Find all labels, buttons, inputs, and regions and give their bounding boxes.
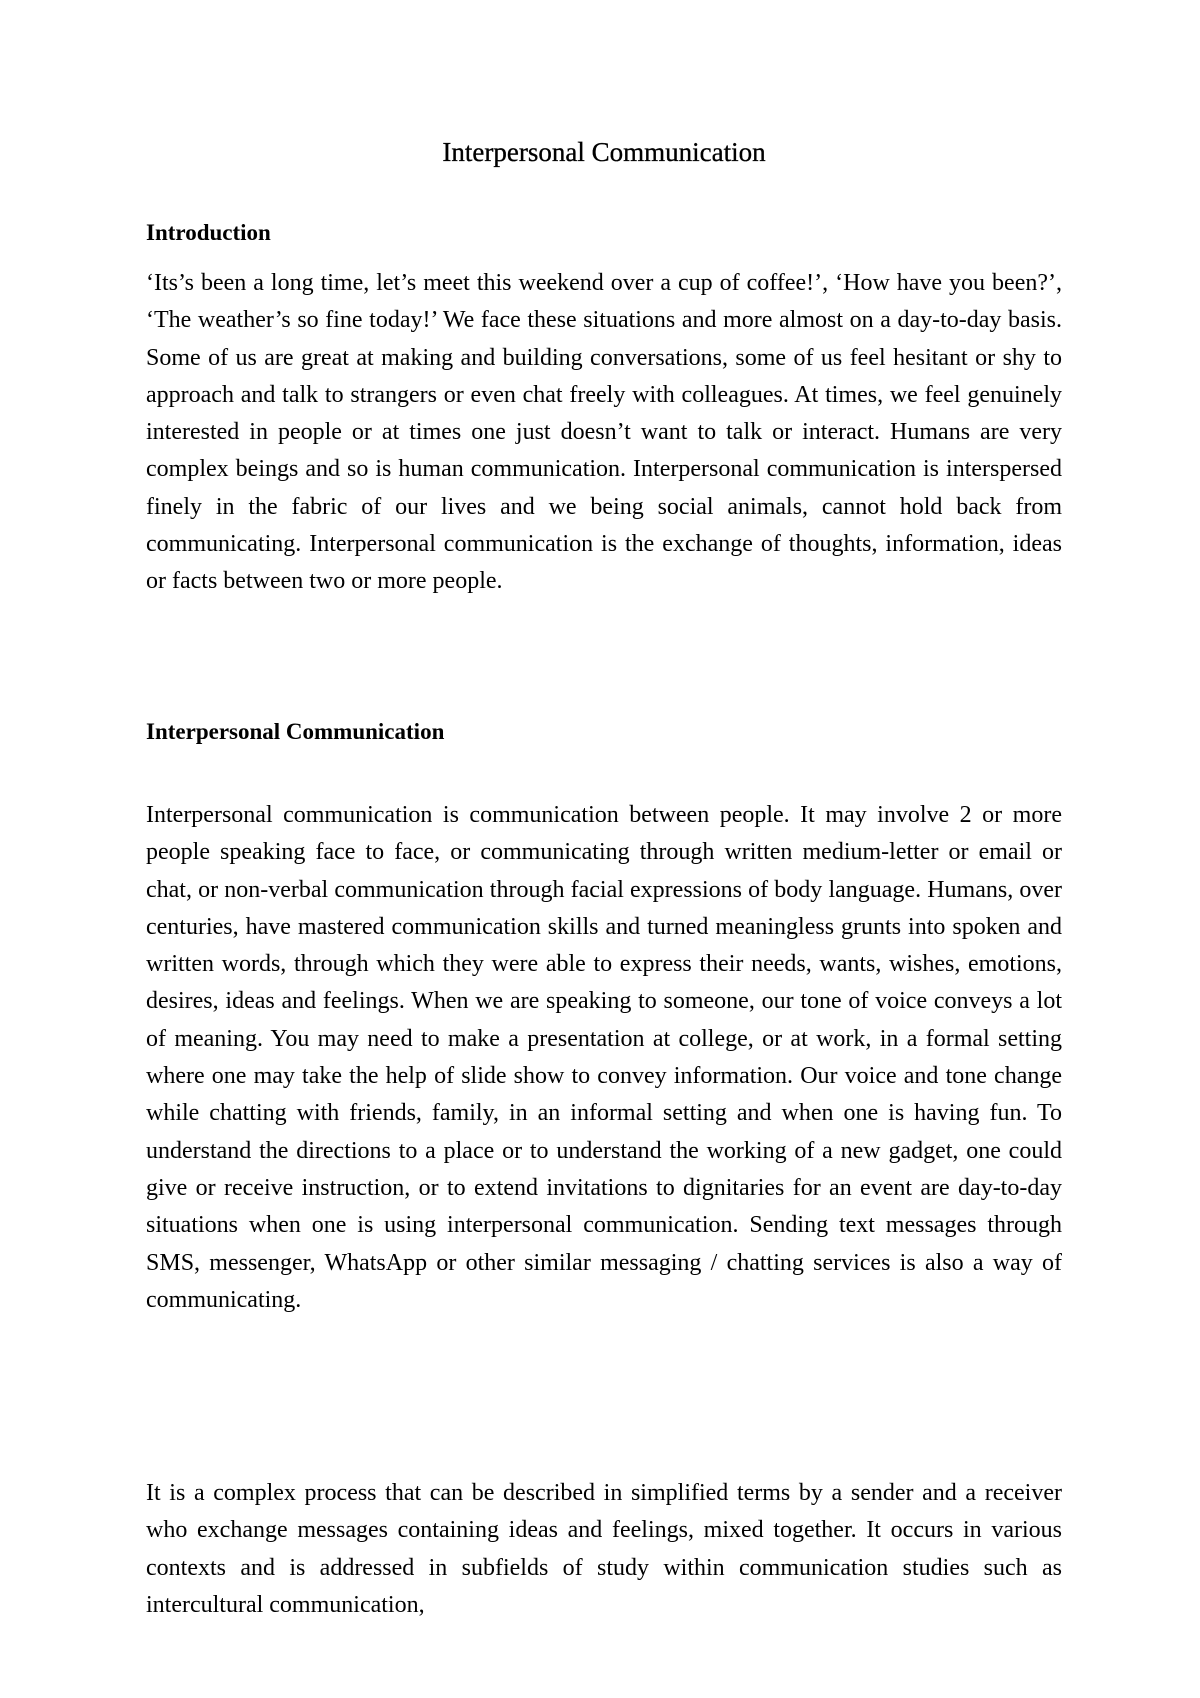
document-title: Interpersonal Communication (442, 137, 766, 167)
body-paragraph-2: It is a complex process that can be described in simplified terms by a sender and a receiver who exchange messages containing ideas and feelings, mixed together. It occurs in various contexts and is addressed in subfields of study within communication studies such as intercultural communication, (146, 1480, 1062, 1618)
section-heading-interpersonal-communication: Interpersonal Communication (146, 719, 445, 744)
section-heading-introduction: Introduction (146, 220, 271, 245)
body-paragraph-1: Interpersonal communication is communication between people. It may involve 2 or more people speaking face to face, or communicating through written medium-letter or email or chat, or non-verbal communication through facial expressions of body language. Humans, over centuries, have mastered communication skills and turned meaningless grunts into spoken and written words, through which they were able to express their needs, wants, wishes, emotions, desires, ideas and feelings. When we are speaking to someone, our tone of voice conveys a lot of meaning. You may need to make a presentation at college, or at work, in a formal setting where one may take the help of slide show to convey information. Our voice and tone change while chatting with friends, family, in an informal setting and when one is having fun. To understand the directions to a place or to understand the working of a new gadget, one could give or receive instruction, or to extend invitations to dignitaries for an event are day-to-day situations when one is using interpersonal communication. Sending text messages through SMS, messenger, WhatsApp or other similar messaging / chatting services is also a way of communicating. (146, 802, 1062, 1313)
introduction-paragraph: ‘Its’s been a long time, let’s meet this weekend over a cup of coffee!’, ‘How have you been?’, ‘The weather’s so fine today!’ We face these situations and more almost on a day-to-day basis. Some of us are great at making and building conversations, some of us feel hesitant or shy to approach and talk to strangers or even chat freely with colleagues. At times, we feel genuinely interested in people or at times one just doesn’t want to talk or interact. Humans are very complex beings and so is human communication. Interpersonal communication is interspersed finely in the fabric of our lives and we being social animals, cannot hold back from communicating. Interpersonal communication is the exchange of thoughts, information, ideas or facts between two or more people. (146, 270, 1062, 595)
